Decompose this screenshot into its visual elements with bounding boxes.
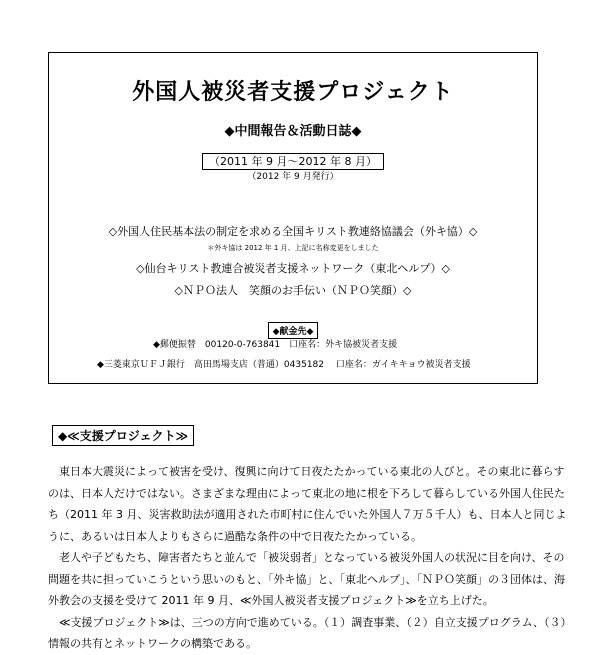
cover-box <box>48 52 538 384</box>
paragraph-line: うに、あるいは日本人よりもさらに過酷な条件の中で日夜たたかっている。 <box>48 529 422 543</box>
organization-name-note: ＊外キ協は 2012 年 1 月、上記に名称変更をしました <box>207 244 379 252</box>
period-wrap <box>49 150 537 170</box>
paragraph-line: ≪支援プロジェクト≫は、三つの方向で進めている。（１）調査事業、（２）自立支援プログラム、（３） <box>48 615 572 629</box>
paragraph-line: 外教会の支援を受けて 2011 年 9 月、≪外国人被災者支援プロジェクト≫を立ち上げた。 <box>48 594 494 607</box>
section-heading: ◆≪支援プロジェクト≫ <box>52 425 194 446</box>
report-period: （2011 年 9 月〜2012 年 8 月） <box>202 153 384 170</box>
issue-date: （2012 年 9 月発行） <box>247 172 339 182</box>
paragraph-line: 情報の共有とネットワークの構築である。 <box>48 637 257 650</box>
document-subtitle: ◆中間報告＆活動日誌◆ <box>224 124 362 139</box>
paragraph-line: 老人や子どもたち、障害者たちと並んで「被災弱者」となっている被災外国人の状況に目を向け、その <box>48 551 565 564</box>
paragraph-line: 問題を共に担っていこうという思いのもと、「外キ協」と、「東北ヘルプ」、「ＮＰＯ笑顔」の３団体は、海 <box>48 572 565 586</box>
postal-transfer-account: ◆郵便振替 00120-0-763841 口座名：外キ協被災者支援 <box>153 340 398 350</box>
organization-gaikikyo: ◇外国人住民基本法の制定を求める全国キリスト教連絡協議会（外キ協）◇ <box>108 225 478 238</box>
paragraph-line: のは、日本人だけではない。さまざまな理由によって東北の地に根を下ろして暮らしている外国人住民た <box>48 486 565 500</box>
paragraph-line: 東日本大震災によって被害を受け、復興に向けて日夜たたかっている東北の人びと。その東北に暮らす <box>48 465 565 478</box>
organization-tohoku-help: ◇仙台キリスト教連合被災者支援ネットワーク（東北ヘルプ）◇ <box>136 262 450 275</box>
document-title: 外国人被災者支援プロジェクト <box>132 80 454 105</box>
donation-heading-label: ◆献金先◆ <box>268 322 319 339</box>
donation-heading <box>49 319 537 339</box>
body-paragraph <box>48 461 572 655</box>
organization-npo-egao: ◇ＮＰＯ法人 笑顔のお手伝い（ＮＰＯ笑顔）◇ <box>174 284 412 297</box>
paragraph-line: ち（2011 年 3 月、災害救助法が適用された市町村に住んでいた外国人７万５千人）も、日本人と同じよ <box>48 508 567 521</box>
bank-account: ◆三菱東京ＵＦＪ銀行 高田馬場支店（普通）0435182 口座名：ガイキキョウ被災者支援 <box>97 360 471 370</box>
